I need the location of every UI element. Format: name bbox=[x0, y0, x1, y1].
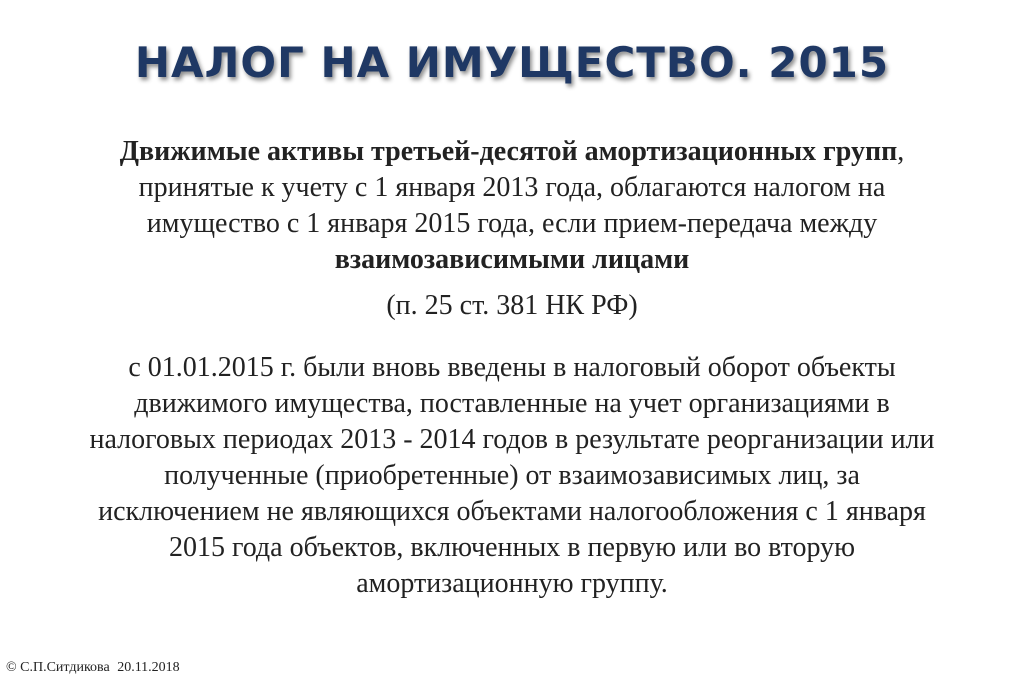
paragraph-objects bbox=[40, 350, 984, 602]
slide-title: НАЛОГ НА ИМУЩЕСТВО. 2015 bbox=[134, 38, 890, 87]
comma: , bbox=[897, 136, 905, 167]
footer-author: © С.П.Ситдикова bbox=[6, 660, 110, 675]
paragraph-line: исключением не являющихся объектами налогообложения с 1 января bbox=[98, 496, 926, 527]
bold-text: Движимые активы третьей-десятой амортизационных групп bbox=[119, 136, 898, 167]
paragraph-line: с 01.01.2015 г. были вновь введены в налоговый оборот объекты bbox=[128, 352, 896, 383]
legal-reference bbox=[40, 288, 984, 324]
footer-date: 20.11.2018 bbox=[117, 660, 180, 675]
reference-text: (п. 25 ст. 381 НК РФ) bbox=[386, 290, 638, 321]
paragraph-movable-assets bbox=[40, 134, 984, 278]
paragraph-line bbox=[40, 134, 984, 170]
bold-text: взаимозависимыми лицами bbox=[334, 244, 690, 275]
paragraph-line: движимого имущества, поставленные на учет организациями в bbox=[134, 388, 890, 419]
paragraph-line: имущество с 1 января 2015 года, если прием-передача между bbox=[146, 208, 878, 239]
footer bbox=[6, 660, 180, 676]
paragraph-line: 2015 года объектов, включенных в первую или во вторую bbox=[168, 532, 856, 563]
paragraph-line: полученные (приобретенные) от взаимозависимых лиц, за bbox=[164, 460, 860, 491]
paragraph-line: амортизационную группу. bbox=[356, 568, 668, 599]
paragraph-line: принятые к учету с 1 января 2013 года, облагаются налогом на bbox=[138, 172, 886, 203]
paragraph-line: налоговых периодах 2013 - 2014 годов в результате реорганизации или bbox=[89, 424, 935, 455]
